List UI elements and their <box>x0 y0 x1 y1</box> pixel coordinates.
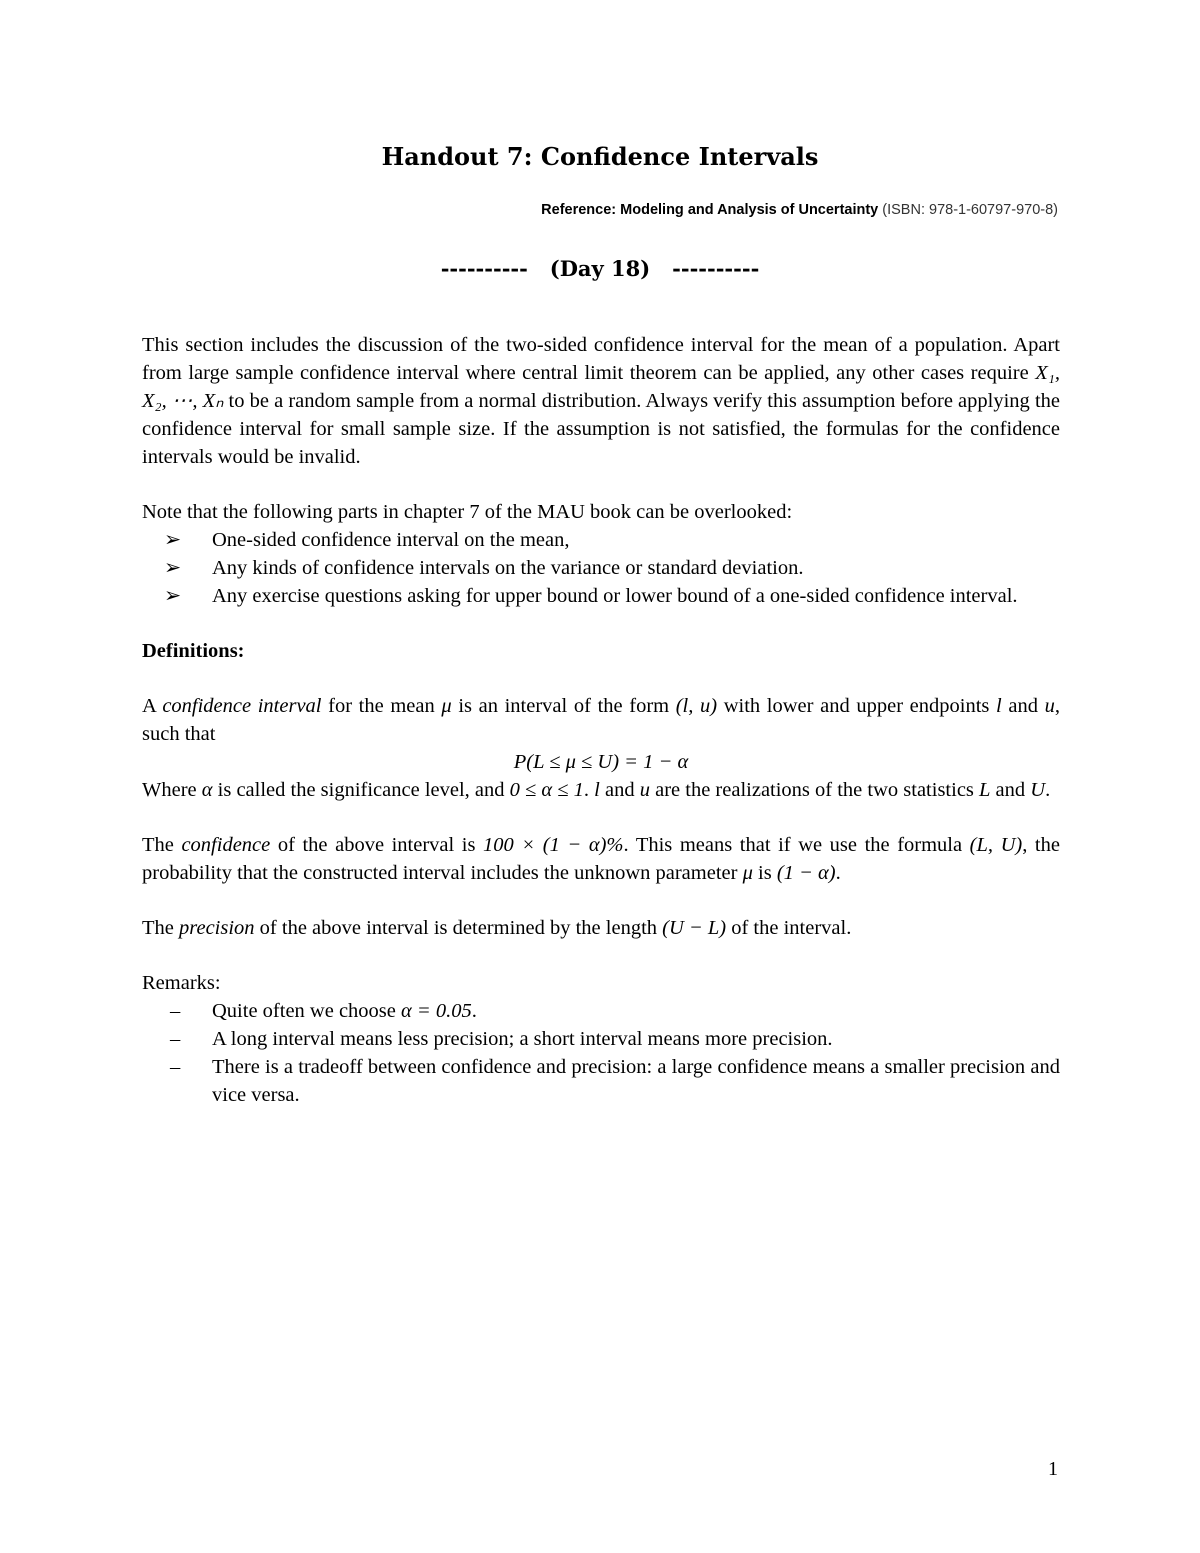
text-run: and <box>1001 695 1045 717</box>
text-run: of the above interval is <box>270 834 484 856</box>
overlook-lead: Note that the following parts in chapter 7 of the MAU book can be overlooked: <box>142 501 793 523</box>
text-run: Where <box>142 779 202 801</box>
list-item <box>142 1053 1060 1109</box>
text-run: is called the significance level, and <box>212 779 510 801</box>
precision-paragraph <box>142 914 1060 942</box>
page-title: Handout 7: Confidence Intervals <box>381 142 819 171</box>
probability-equation: P(L ≤ μ ≤ U) = 1 − α <box>513 751 689 773</box>
day-label: ---------- (Day 18) ---------- <box>440 256 760 281</box>
list-item <box>142 582 1060 610</box>
math-alpha-value: α = 0.05 <box>401 1000 472 1022</box>
spacer <box>142 665 1060 692</box>
dash-bullet-icon: – <box>170 1000 181 1022</box>
document-body <box>142 331 1060 1109</box>
page-number: 1 <box>1048 1458 1058 1480</box>
list-item-text: Any kinds of confidence intervals on the variance or standard deviation. <box>212 557 804 579</box>
text-run: are the realizations of the two statistics <box>649 779 980 801</box>
list-item-text: One-sided confidence interval on the mean, <box>212 529 570 551</box>
dash-bullet-icon: – <box>170 1028 181 1050</box>
intro-text-1: This section includes the discussion of the two-sided confidence interval for the mean of a population. Apart from large sample confidence interval where central limit theorem can be applied, any other cases require <box>142 334 1060 384</box>
text-run: The <box>142 917 179 939</box>
math-L: L <box>979 779 991 801</box>
text-run: . <box>1045 779 1051 801</box>
math-l: l <box>594 779 600 801</box>
spacer <box>142 804 1060 831</box>
text-run: . This means that if we use the formula <box>623 834 970 856</box>
text-run: is an interval of the form <box>451 695 676 717</box>
text-run: . <box>471 1000 477 1022</box>
term-confidence-interval: confidence interval <box>162 695 322 717</box>
math-alpha: α <box>201 779 213 801</box>
remarks-list <box>142 997 1060 1109</box>
list-item <box>142 554 1060 582</box>
text-run: , such that <box>142 695 1060 745</box>
reference-book-title: Modeling and Analysis of Uncertainty <box>620 202 879 218</box>
math-formula: (L, U) <box>969 834 1023 856</box>
text-run: with lower and upper endpoints <box>717 695 997 717</box>
text-run: and <box>990 779 1031 801</box>
list-item-text: Quite often we choose <box>212 1000 401 1022</box>
spacer <box>142 610 1060 637</box>
math-u: u <box>639 779 650 801</box>
reference-line <box>541 202 1058 218</box>
arrow-bullet-icon: ➢ <box>164 557 182 579</box>
intro-text-2: to be a random sample from a normal distribution. Always verify this assumption before applying the confidence interval for small sample size. If the assumption is not satisfied, the formulas for the confidence intervals would be invalid. <box>142 390 1060 468</box>
list-item <box>142 1025 1060 1053</box>
math-confidence-expression: 100 × (1 − α)% <box>483 834 624 856</box>
arrow-bullet-icon: ➢ <box>164 529 182 551</box>
reference-isbn: (ISBN: 978-1-60797-970-8) <box>878 202 1058 218</box>
spacer <box>142 887 1060 914</box>
text-run: The <box>142 834 182 856</box>
math-u: u <box>1044 695 1055 717</box>
dash-bullet-icon: – <box>170 1056 181 1078</box>
text-run: is <box>752 862 777 884</box>
list-item <box>142 997 1060 1025</box>
definitions-heading: Definitions: <box>142 640 245 662</box>
spacer <box>142 471 1060 498</box>
text-run: of the interval. <box>726 917 852 939</box>
intro-paragraph <box>142 331 1060 471</box>
math-alpha-range: 0 ≤ α ≤ 1 <box>509 779 584 801</box>
arrow-bullet-icon: ➢ <box>164 585 182 607</box>
math-interval-form: (l, u) <box>675 695 718 717</box>
math-mu: μ <box>441 695 452 717</box>
math-length: (U − L) <box>662 917 727 939</box>
math-probability: (1 − α) <box>776 862 836 884</box>
overlook-list <box>142 526 1060 610</box>
spacer <box>142 942 1060 969</box>
text-run: of the above interval is determined by the length <box>254 917 663 939</box>
text-run: . <box>835 862 841 884</box>
reference-label: Reference: <box>541 202 621 218</box>
list-item <box>142 526 1060 554</box>
confidence-paragraph <box>142 831 1060 887</box>
text-run: for the mean <box>321 695 442 717</box>
list-item-text: Any exercise questions asking for upper bound or lower bound of a one-sided confidence interval. <box>212 585 1018 607</box>
sample-expression: X₁, X₂, ⋯, Xₙ <box>142 362 1060 412</box>
text-run: . <box>583 779 595 801</box>
significance-paragraph <box>142 776 1060 804</box>
math-l: l <box>996 695 1002 717</box>
term-confidence: confidence <box>181 834 271 856</box>
text-run: and <box>599 779 640 801</box>
text-run: , the probability that the constructed interval includes the unknown parameter <box>142 834 1060 884</box>
math-mu: μ <box>742 862 753 884</box>
text-run: A <box>142 695 163 717</box>
remarks-heading: Remarks: <box>142 972 221 994</box>
math-U: U <box>1030 779 1046 801</box>
term-precision: precision <box>179 917 255 939</box>
list-item-text: There is a tradeoff between confidence and precision: a large confidence means a smaller precision and vice versa. <box>212 1056 1060 1106</box>
list-item-text: A long interval means less precision; a short interval means more precision. <box>212 1028 833 1050</box>
confidence-interval-definition <box>142 692 1060 748</box>
